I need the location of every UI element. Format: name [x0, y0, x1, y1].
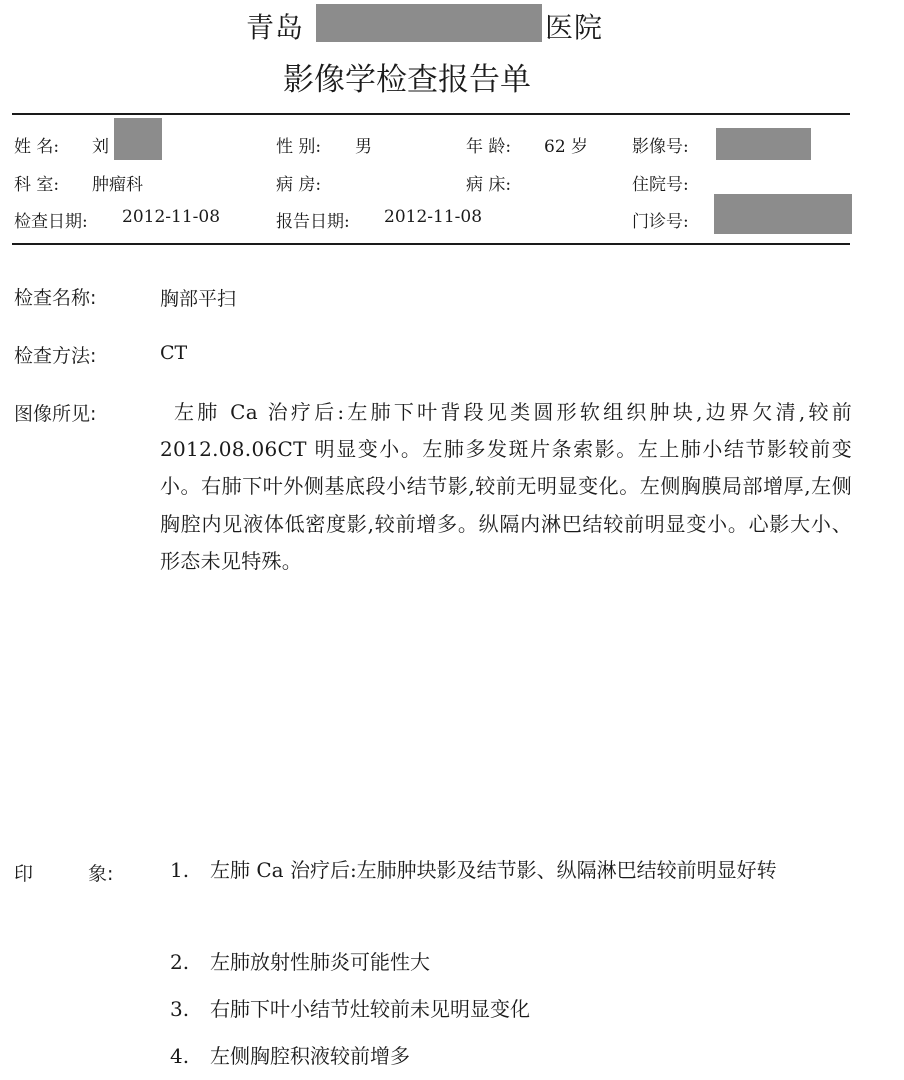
report-date-value: 2012-11-08	[384, 207, 483, 227]
impression-item-text: 左肺 Ca 治疗后:左肺肿块影及结节影、纵隔淋巴结较前明显好转	[210, 858, 777, 882]
header-top-divider	[12, 113, 850, 115]
redacted-hospital-name	[316, 4, 542, 42]
findings-label: 图像所见:	[14, 403, 97, 425]
bed-label: 病 床:	[466, 175, 512, 195]
impression-item	[0, 991, 904, 1031]
header-bottom-divider	[12, 243, 850, 245]
redacted-name	[114, 118, 162, 160]
gender-value: 男	[355, 137, 372, 157]
department-value: 肿瘤科	[92, 175, 143, 195]
impression-item-number: 1.	[170, 858, 190, 882]
impression-item-text: 左肺放射性肺炎可能性大	[210, 950, 430, 974]
impression-item-text: 左侧胸腔积液较前增多	[210, 1044, 410, 1068]
redacted-image-no	[716, 128, 811, 160]
hospital-name-left: 青岛	[246, 11, 305, 44]
impression-item	[0, 1038, 904, 1078]
redacted-outpatient-no	[714, 194, 852, 234]
impression-item-number: 3.	[170, 997, 190, 1021]
image-no-label: 影像号:	[632, 137, 689, 157]
exam-method-label: 检查方法:	[14, 345, 97, 367]
exam-date-label: 检查日期:	[14, 212, 88, 232]
impression-label-right: 象:	[88, 863, 114, 885]
exam-name-value: 胸部平扫	[160, 288, 237, 310]
report-title: 影像学检查报告单	[283, 62, 531, 98]
age-value: 62 岁	[544, 137, 589, 157]
findings-text: 左肺 Ca 治疗后:左肺下叶背段见类圆形软组织肿块,边界欠清,较前 2012.08.06CT 明显变小。左肺多发斑片条索影。左上肺小结节影较前变小。右肺下叶外侧基底段小结节影,较前无明显变化。左侧胸膜局部增厚,左侧胸腔内见液体低密度影,较前增多。纵隔内淋巴结较前明显变小。心影大小、形态未见特殊。	[160, 400, 852, 573]
name-label: 姓 名:	[14, 137, 60, 157]
impression-item-text: 右肺下叶小结节灶较前未见明显变化	[210, 997, 530, 1021]
impression-item-number: 2.	[170, 950, 190, 974]
exam-method-value: CT	[160, 342, 188, 364]
impression-label-left: 印	[14, 863, 34, 885]
department-label: 科 室:	[14, 175, 60, 195]
impression-item	[0, 944, 904, 984]
hospital-name-right: 医院	[545, 11, 604, 44]
exam-date-value: 2012-11-08	[122, 207, 221, 227]
outpatient-no-label: 门诊号:	[632, 212, 689, 232]
inpatient-no-label: 住院号:	[632, 175, 689, 195]
report-date-label: 报告日期:	[276, 212, 350, 232]
age-label: 年 龄:	[466, 137, 512, 157]
name-value: 刘	[92, 137, 109, 157]
impression-item-number: 4.	[170, 1044, 190, 1068]
impression-item	[0, 852, 904, 942]
gender-label: 性 别:	[276, 137, 322, 157]
exam-name-label: 检查名称:	[14, 287, 97, 309]
ward-label: 病 房:	[276, 175, 322, 195]
